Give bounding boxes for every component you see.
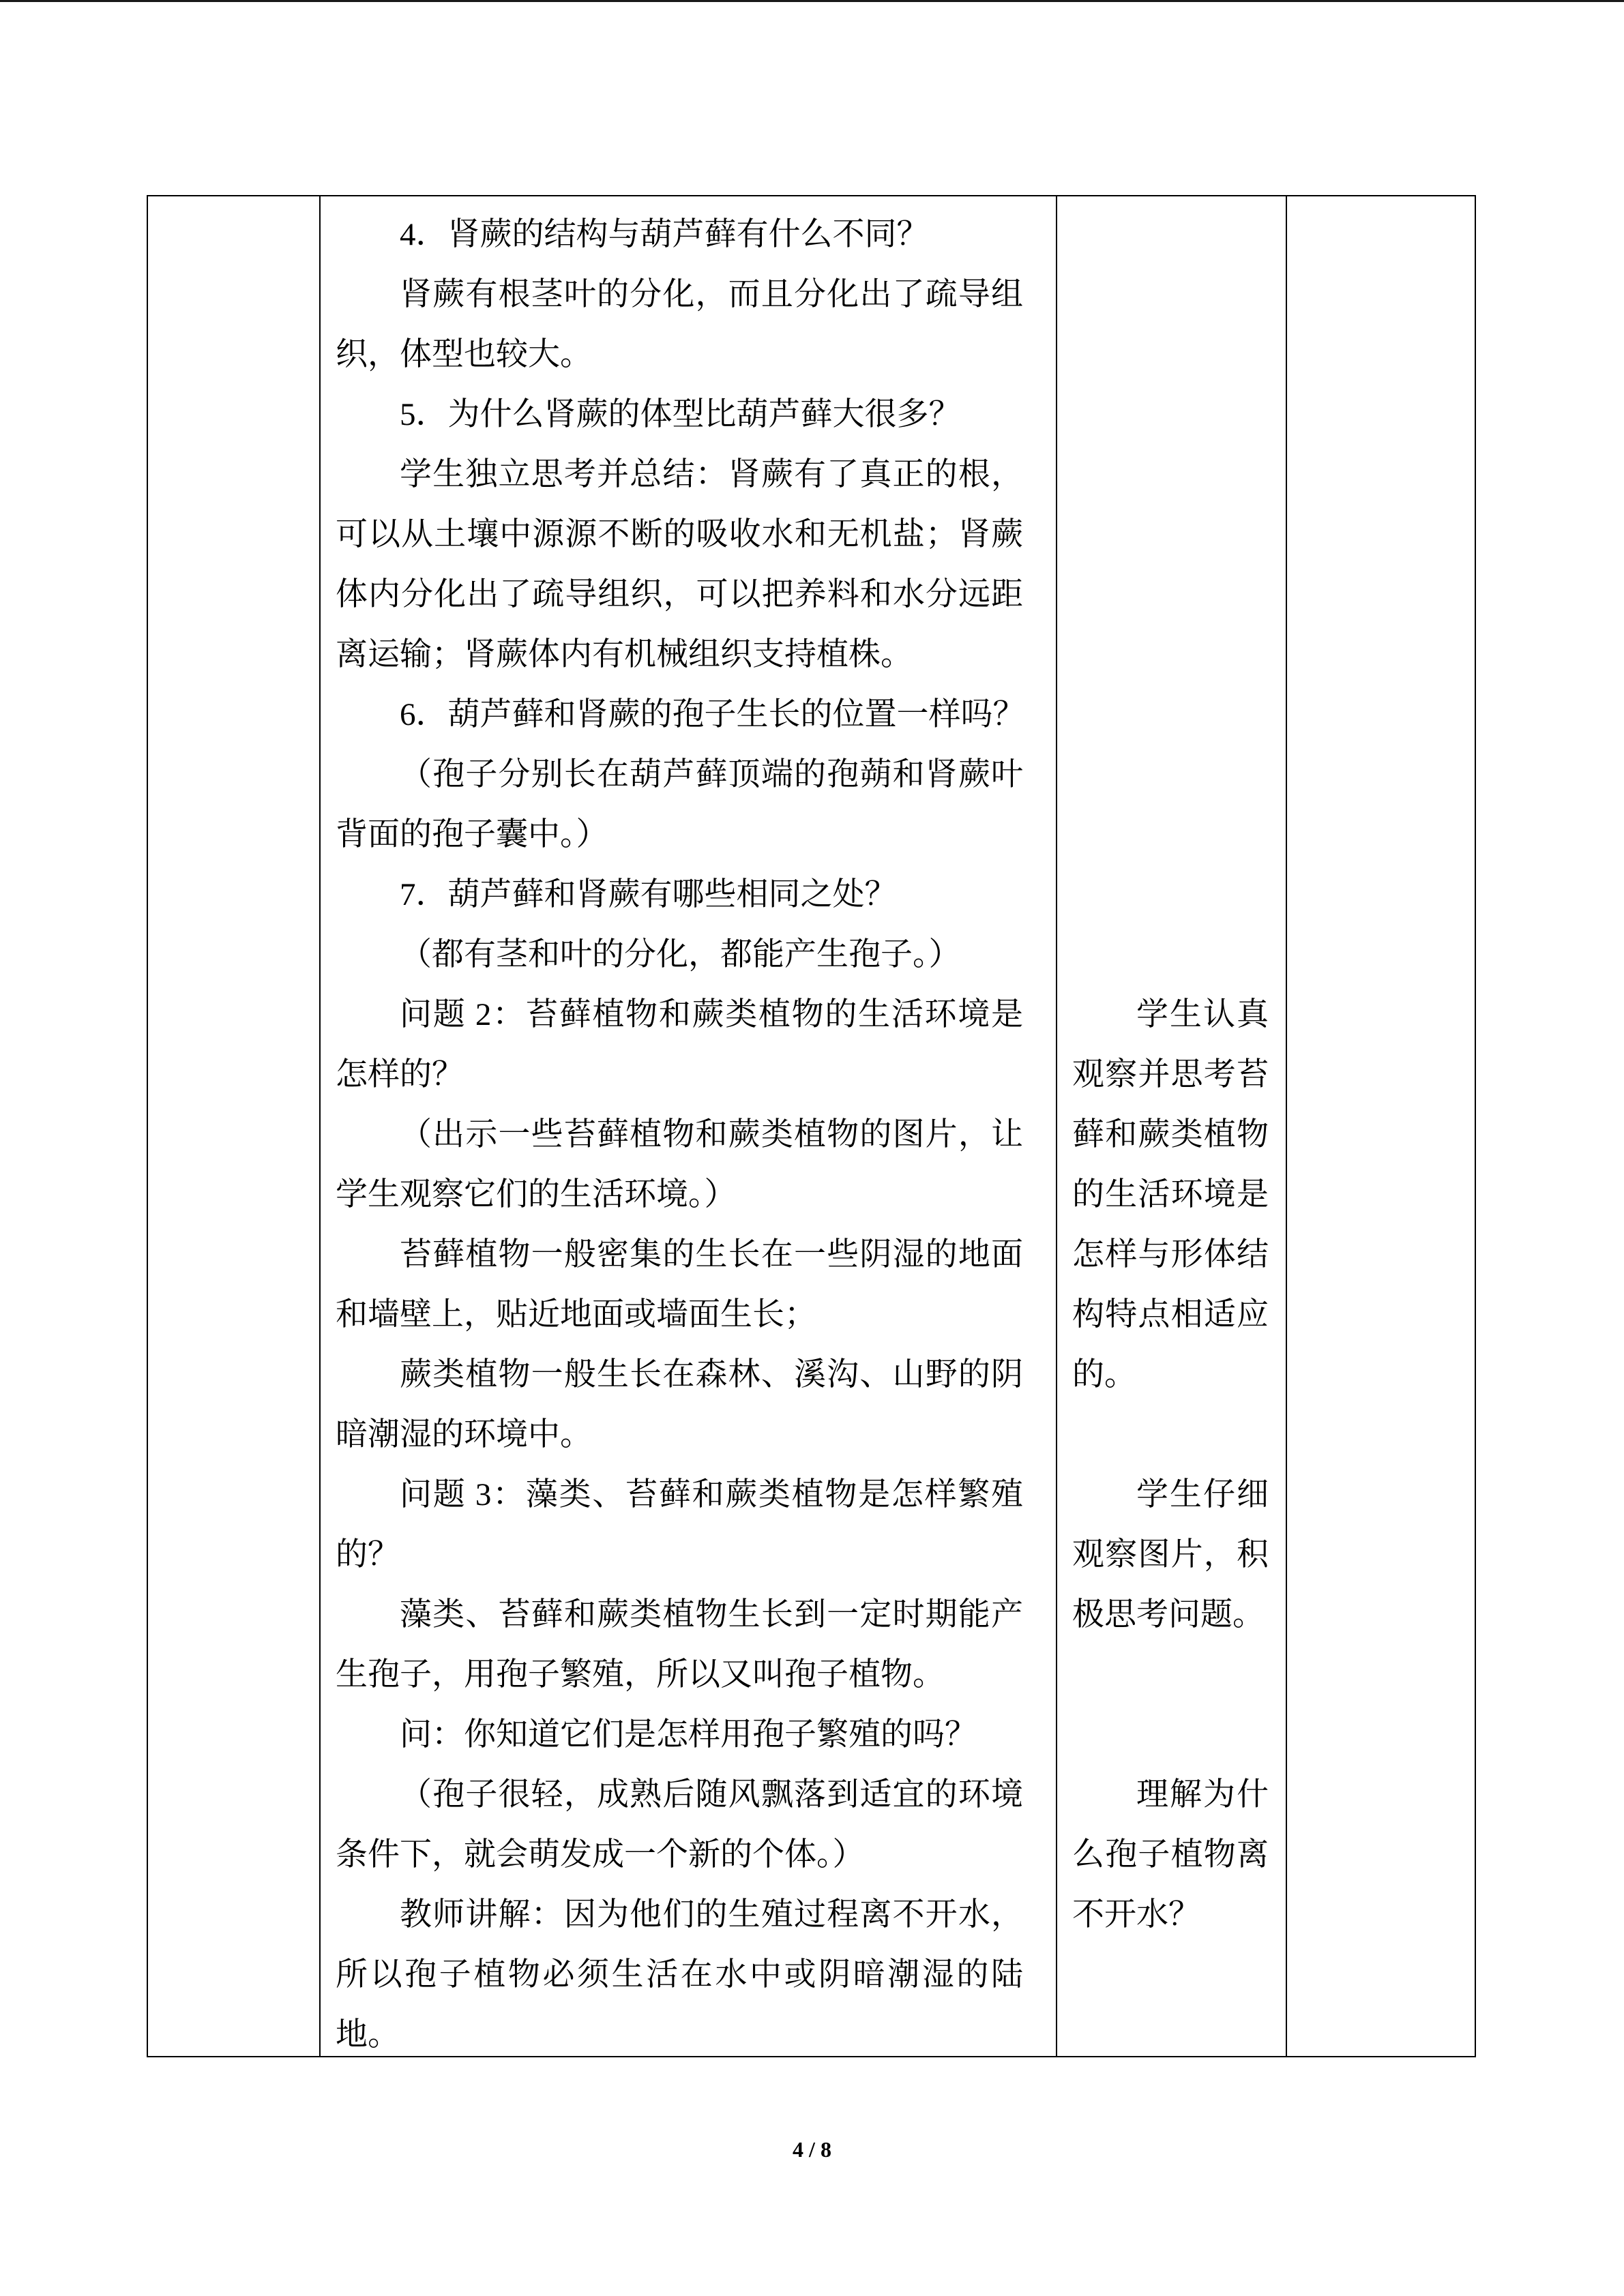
text-line: 可以从土壤中源源不断的吸收水和无机盐；肾蕨: [336, 517, 1023, 552]
page-number: 4 / 8: [793, 2137, 831, 2162]
text-line: 观察图片，积: [1072, 1537, 1269, 1572]
note-block: [1072, 1765, 1269, 1945]
text-line: 的生活环境是: [1072, 1177, 1269, 1212]
table-cell-content: [319, 196, 1056, 2056]
text-line: 构特点相适应: [1072, 1297, 1269, 1332]
paragraph: [336, 1885, 1023, 2065]
paragraph: [336, 925, 1023, 985]
text-line: 所以孢子植物必须生活在水中或阴暗潮湿的陆: [336, 1957, 1023, 1993]
text-line: 离运输；肾蕨体内有机械组织支持植株。: [336, 637, 913, 672]
text-line: 体内分化出了疏导组织，可以把养料和水分远距: [336, 577, 1023, 612]
text-line: 的。: [1072, 1357, 1136, 1392]
paragraph: [336, 385, 1023, 445]
text-line: 问题 3：藻类、苔藓和蕨类植物是怎样繁殖: [400, 1477, 1023, 1512]
text-line: 观察并思考苔: [1072, 1057, 1269, 1092]
paragraph: [336, 865, 1023, 925]
paragraph: [336, 1585, 1023, 1705]
text-line: 教师讲解：因为他们的生殖过程离不开水，: [400, 1897, 1023, 1933]
text-line: 藻类、苔藓和蕨类植物生长到一定时期能产: [400, 1597, 1023, 1632]
text-line: 理解为什: [1136, 1777, 1269, 1813]
text-line: 织，体型也较大。: [336, 337, 592, 372]
text-line: 不开水？: [1072, 1897, 1200, 1933]
text-line: 7．葫芦藓和肾蕨有哪些相同之处？: [400, 877, 897, 912]
text-line: 5．为什么肾蕨的体型比葫芦藓大很多？: [400, 397, 961, 432]
table-cell-left-empty: [148, 196, 319, 2056]
paragraph: [336, 1765, 1023, 1885]
text-line: （孢子很轻，成熟后随风飘落到适宜的环境: [400, 1777, 1023, 1813]
text-line: 肾蕨有根茎叶的分化，而且分化出了疏导组: [400, 277, 1023, 312]
text-line: 么孢子植物离: [1072, 1837, 1269, 1873]
text-line: 蕨类植物一般生长在森林、溪沟、山野的阴: [400, 1357, 1023, 1392]
text-line: 背面的孢子囊中。）: [336, 817, 608, 852]
text-line: （出示一些苔藓植物和蕨类植物的图片，让: [400, 1117, 1023, 1152]
paragraph: [336, 1705, 1023, 1765]
text-line: 问：你知道它们是怎样用孢子繁殖的吗？: [400, 1717, 977, 1753]
text-line: 怎样的？: [336, 1057, 464, 1092]
text-line: 6．葫芦藓和肾蕨的孢子生长的位置一样吗？: [400, 697, 1025, 732]
paragraph: [336, 985, 1023, 1105]
text-line: 藓和蕨类植物: [1072, 1117, 1269, 1152]
text-line: 暗潮湿的环境中。: [336, 1417, 592, 1452]
note-block: [1072, 985, 1269, 1405]
paragraph: [336, 265, 1023, 385]
text-line: 问题 2：苔藓植物和蕨类植物的生活环境是: [400, 997, 1023, 1032]
text-line: 和墙壁上，贴近地面或墙面生长；: [336, 1297, 816, 1332]
paragraph: [336, 1465, 1023, 1585]
note-block: [1072, 1465, 1269, 1645]
paragraph: [336, 745, 1023, 865]
text-line: （孢子分别长在葫芦藓顶端的孢蒴和肾蕨叶: [400, 757, 1023, 792]
paragraph: [336, 205, 1023, 265]
text-line: 学生认真: [1136, 997, 1269, 1032]
paragraph: [336, 445, 1023, 685]
paragraph: [336, 1105, 1023, 1225]
text-line: 的？: [336, 1537, 400, 1572]
text-line: 4．肾蕨的结构与葫芦藓有什么不同？: [400, 217, 929, 252]
paragraph: [336, 1225, 1023, 1345]
text-line: 学生仔细: [1136, 1477, 1269, 1512]
lesson-table: [147, 195, 1476, 2057]
page-top-edge-line: [0, 0, 1624, 2]
paragraph: [336, 685, 1023, 745]
text-line: 怎样与形体结: [1072, 1237, 1269, 1272]
paragraph: [336, 1345, 1023, 1465]
text-line: 生孢子，用孢子繁殖，所以又叫孢子植物。: [336, 1657, 945, 1693]
table-cell-right-empty: [1286, 196, 1475, 2056]
table-cell-notes: [1056, 196, 1286, 2056]
text-line: 苔藓植物一般密集的生长在一些阴湿的地面: [400, 1237, 1023, 1272]
text-line: 极思考问题。: [1072, 1597, 1265, 1632]
text-line: 学生观察它们的生活环境。）: [336, 1177, 737, 1212]
text-line: 学生独立思考并总结：肾蕨有了真正的根，: [400, 457, 1023, 492]
text-line: （都有茎和叶的分化，都能产生孢子。）: [400, 937, 961, 972]
text-line: 地。: [336, 2017, 400, 2053]
text-line: 条件下，就会萌发成一个新的个体。）: [336, 1837, 865, 1873]
